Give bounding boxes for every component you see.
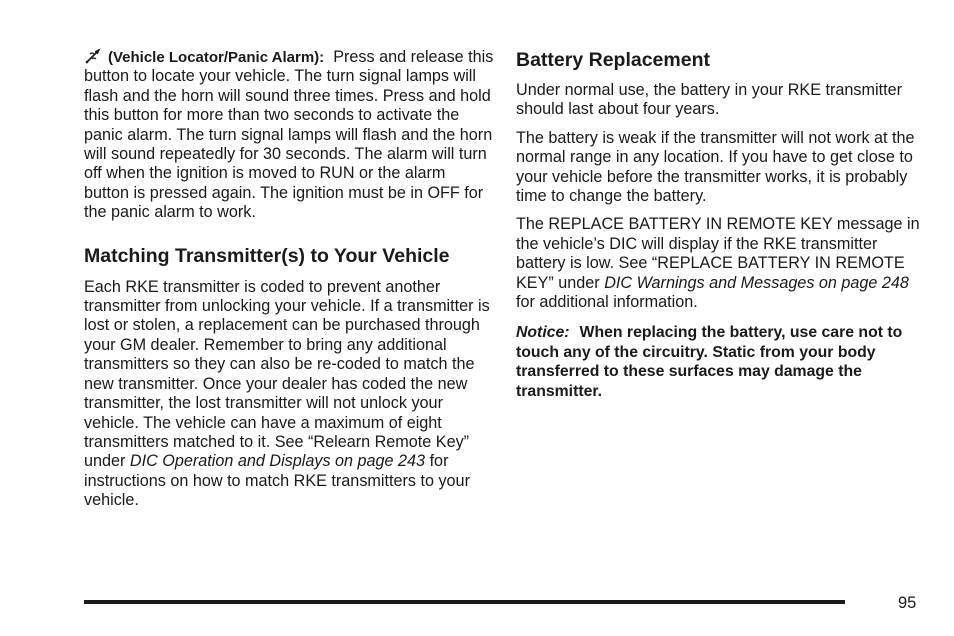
dic-warnings-reference: DIC Warnings and Messages on page 248 <box>604 273 909 292</box>
vehicle-locator-icon <box>84 48 104 64</box>
right-column <box>516 48 926 401</box>
battery-paragraph-3-after: for additional information. <box>516 293 698 312</box>
locator-text: Press and release this button to locate your vehicle. The turn signal lamps will flash and the horn will sound three times. Press and hold this button for more than two seconds to activate the panic alarm. The turn signal lamps will flash and the horn will sound repeatedly for 30 seconds. The alarm will turn off when the ignition is moved to RUN or the alarm button is pressed again. The ignition must be in OFF for the panic alarm to work. <box>84 48 494 222</box>
dic-operation-reference: DIC Operation and Displays on page 243 <box>129 452 426 471</box>
battery-paragraph-3-text: The REPLACE BATTERY IN REMOTE KEY message in the vehicle’s DIC will display if the RKE transmitter battery is low. See “REPLACE BATTERY IN REMOTE KEY” under <box>516 215 920 292</box>
notice-label: Notice: <box>516 324 570 342</box>
matching-text-after: for instructions on how to match RKE transmitters to your vehicle. <box>84 452 470 510</box>
battery-paragraph-2: The battery is weak if the transmitter will not work at the normal range in any location. If you have to get close to your vehicle before the transmitter works, it is probably time to change the battery. <box>516 128 915 206</box>
left-column <box>84 48 494 511</box>
battery-paragraph-3 <box>516 215 926 312</box>
notice-paragraph <box>516 323 926 401</box>
page-number: 95 <box>898 594 917 612</box>
footer-rule <box>84 600 845 604</box>
locator-paragraph <box>84 48 494 223</box>
matching-heading: Matching Transmitter(s) to Your Vehicle <box>84 244 450 267</box>
locator-label: (Vehicle Locator/Panic Alarm): <box>108 49 325 66</box>
battery-heading: Battery Replacement <box>516 49 710 71</box>
battery-paragraph-1: Under normal use, the battery in your RKE transmitter should last about four years. <box>516 81 902 119</box>
matching-paragraph <box>84 278 494 511</box>
matching-text: Each RKE transmitter is coded to prevent another transmitter from unlocking your vehicle. If a transmitter is lost or stolen, a replacement can be purchased through your GM dealer. Remember to bring any additional transmitters so they can also be re-coded to match the new transmitter. Once your dealer has coded the new transmitter, the lost transmitter will not unlock your vehicle. The vehicle can have a maximum of eight transmitters matched to it. See “Relearn Remote Key” under <box>84 277 490 471</box>
notice-text: When replacing the battery, use care not to touch any of the circuitry. Static from your body transferred to these surfaces may damage the transmitter. <box>516 324 903 400</box>
